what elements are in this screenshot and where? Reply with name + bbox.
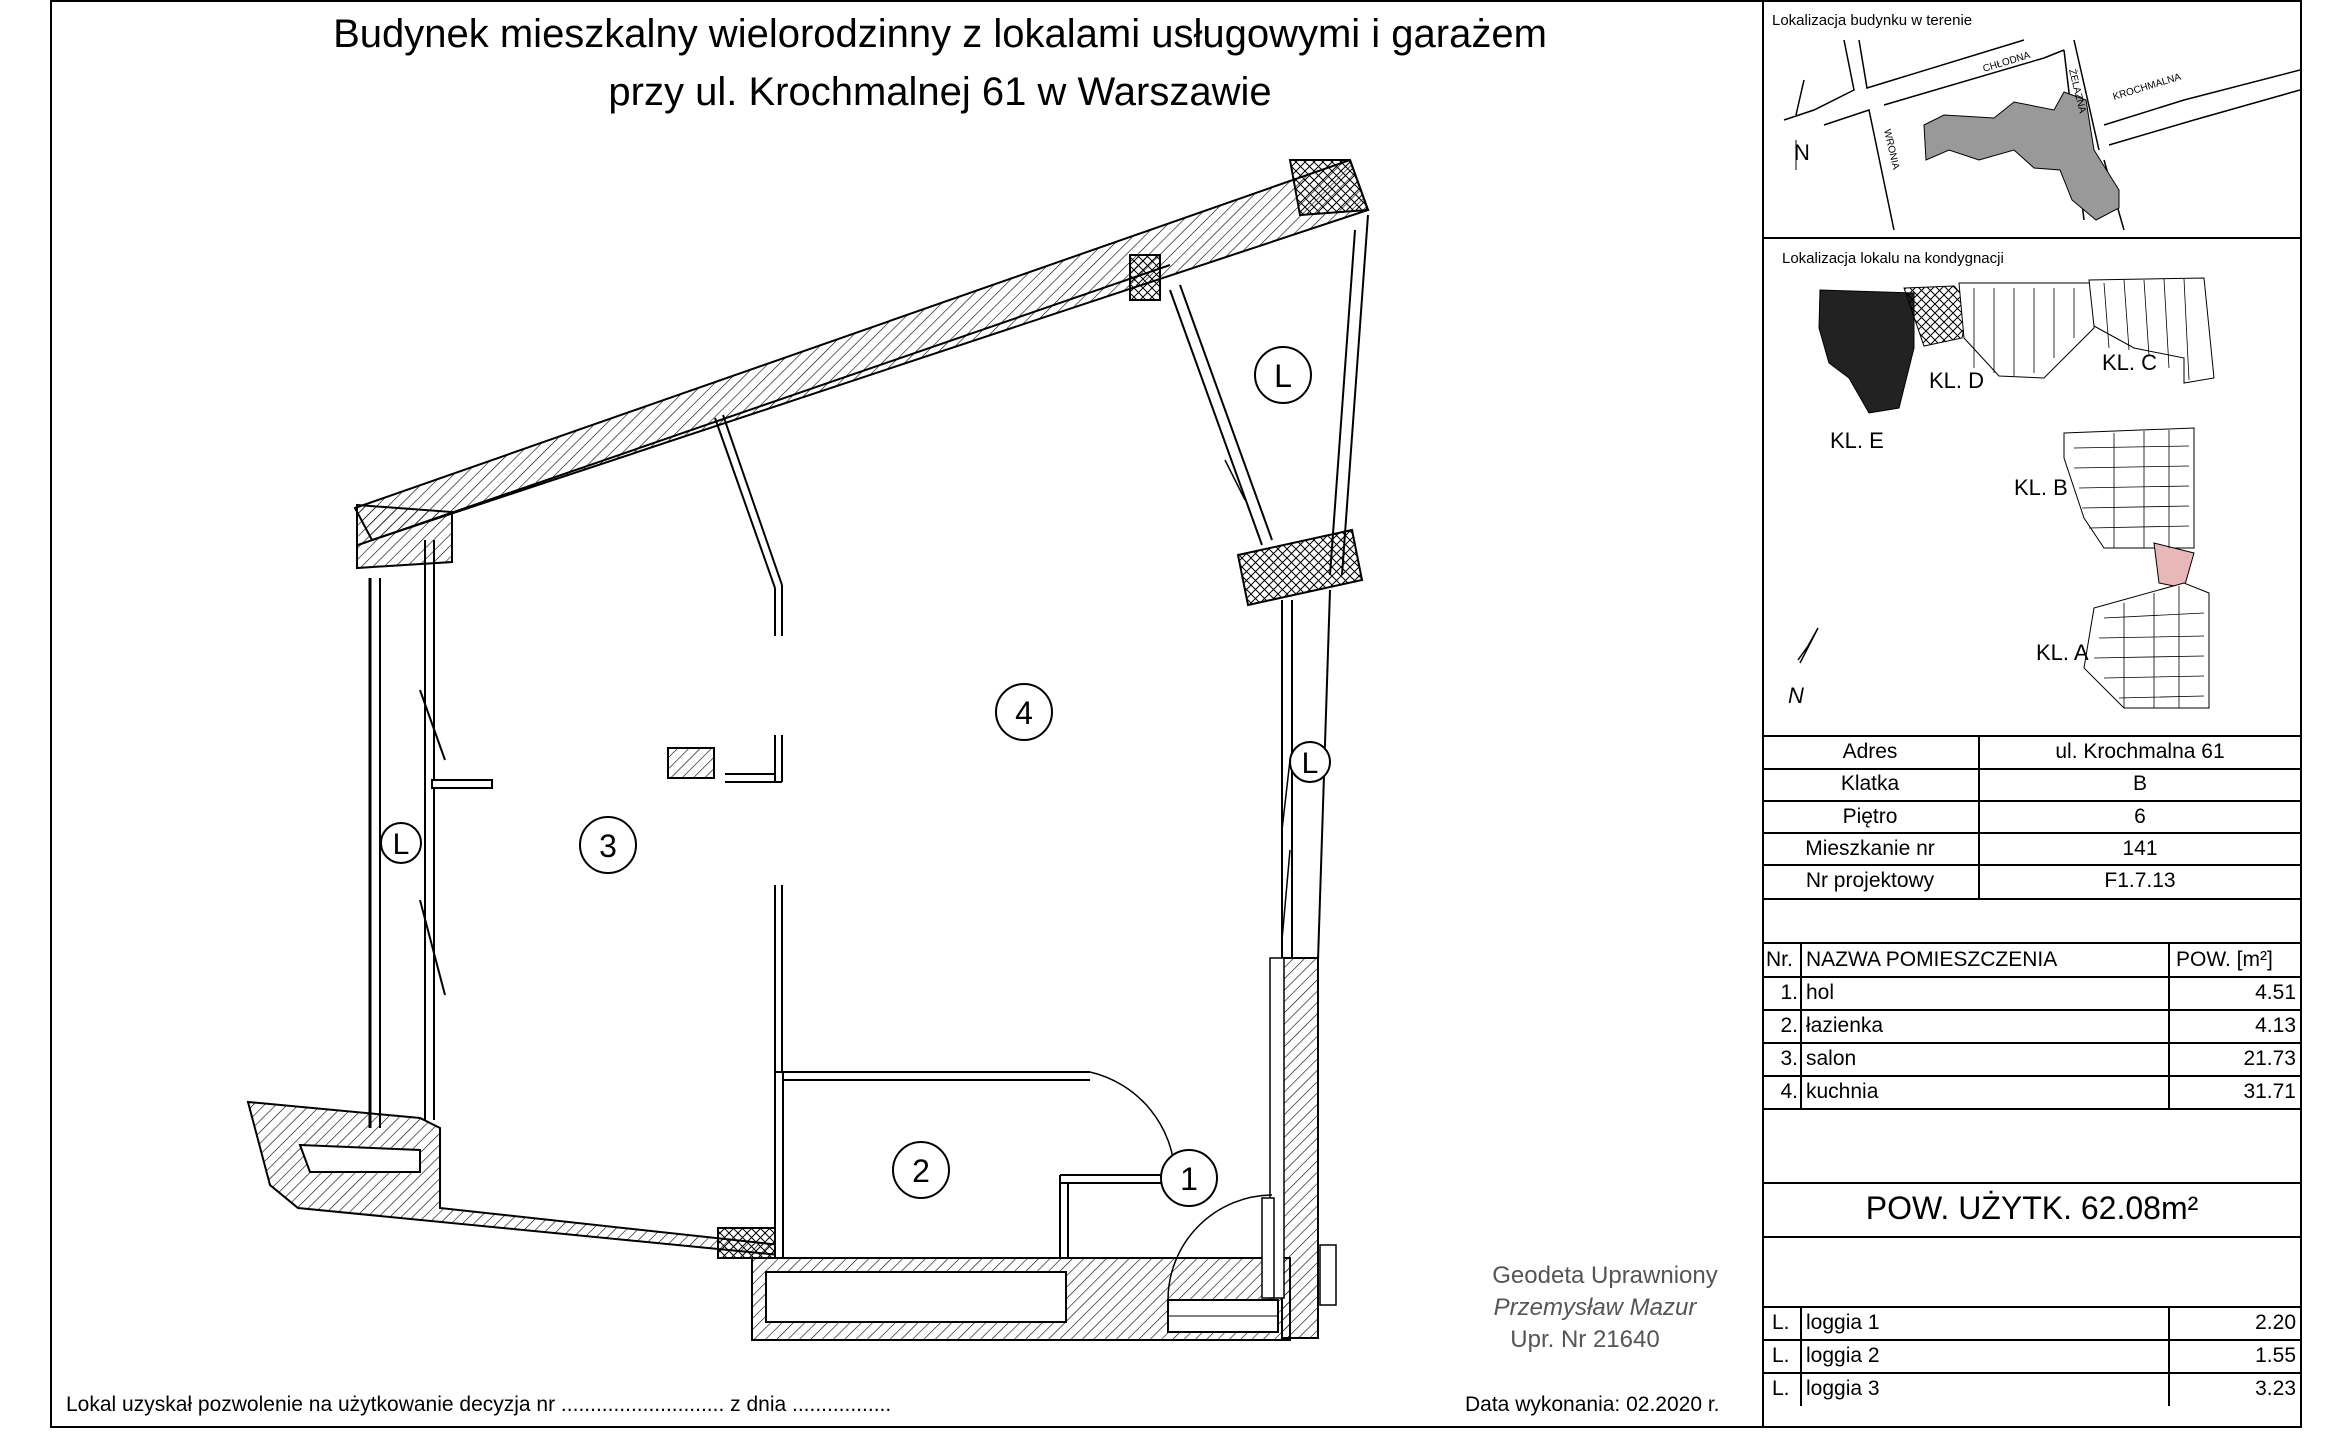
stairwell-e-block	[1819, 290, 1914, 413]
svg-text:CHŁODNA: CHŁODNA	[1981, 50, 2032, 75]
svg-text:L: L	[1274, 358, 1292, 394]
loggia-row-area: 3.23	[2255, 1377, 2296, 1400]
corner-pillar-ne	[1290, 160, 1368, 215]
loggia-row-code: L.	[1772, 1344, 1790, 1367]
loggia-row-name: loggia 3	[1806, 1377, 1880, 1400]
room-row-area: 4.51	[2255, 981, 2296, 1004]
location-map-caption: Lokalizacja budynku w terenie	[1772, 12, 1973, 29]
svg-text:4: 4	[1015, 695, 1033, 731]
floor-map-caption: Lokalizacja lokalu na kondygnacji	[1782, 250, 2004, 267]
total-usable-area: POW. UŻYTK. 62.08m²	[1865, 1190, 2199, 1226]
svg-text:N: N	[1794, 140, 1810, 165]
rooms-header-name: NAZWA POMIESZCZENIA	[1806, 948, 2058, 971]
surveyor-name: Przemysław Mazur	[1493, 1294, 1697, 1321]
surveyor-title: Geodeta Uprawniony	[1492, 1262, 1718, 1289]
drawing-date: Data wykonania: 02.2020 r.	[1465, 1393, 1720, 1416]
loggia-row-name: loggia 1	[1806, 1311, 1880, 1334]
svg-text:1: 1	[1180, 1161, 1198, 1197]
svg-text:KL. B: KL. B	[2014, 475, 2068, 500]
svg-text:KL. C: KL. C	[2102, 350, 2158, 375]
info-label-project-no: Nr projektowy	[1805, 869, 1935, 892]
page-title-line-1: Budynek mieszkalny wielorodzinny z lokalami usługowymi i garażem	[333, 12, 1547, 56]
svg-text:KL. D: KL. D	[1929, 368, 1985, 393]
rooms-header-area: POW. [m²]	[2176, 948, 2273, 971]
info-value-floor: 6	[2134, 805, 2146, 828]
info-value-stairwell: B	[2132, 772, 2147, 795]
room-label-3	[580, 817, 636, 873]
permit-decision: Lokal uzyskał pozwolenie na użytkowanie decyzja nr ............................ z dnia .................	[66, 1393, 892, 1416]
bottom-left-wall	[248, 1102, 780, 1255]
page-title-line-2: przy ul. Krochmalnej 61 w Warszawie	[608, 70, 1272, 114]
svg-text:2: 2	[912, 1153, 930, 1189]
room-row-area: 31.71	[2243, 1080, 2296, 1103]
svg-text:L: L	[1301, 747, 1319, 780]
svg-text:KL. A: KL. A	[2036, 640, 2089, 665]
loggia-label-2	[1290, 742, 1330, 782]
room-label-1	[1161, 1150, 1217, 1206]
info-value-address: ul. Krochmalna 61	[2055, 740, 2225, 763]
info-value-project-no: F1.7.13	[2104, 869, 2176, 892]
svg-text:ŻELAZNA: ŻELAZNA	[2066, 68, 2088, 115]
loggia-row-area: 1.55	[2255, 1344, 2296, 1367]
location-map	[1764, 30, 2300, 235]
surveyor-license: Upr. Nr 21640	[1510, 1326, 1660, 1353]
svg-text:3: 3	[599, 828, 617, 864]
info-label-floor: Piętro	[1842, 805, 1898, 828]
room-row-nr: 3.	[1780, 1047, 1798, 1070]
right-wall	[1282, 958, 1318, 1338]
svg-text:L: L	[392, 828, 410, 861]
loggia-label-3	[381, 823, 421, 863]
room-row-name: kuchnia	[1806, 1080, 1879, 1103]
svg-text:N: N	[1788, 683, 1804, 708]
room-label-4	[996, 684, 1052, 740]
room-row-name: salon	[1806, 1047, 1857, 1070]
loggia-row-area: 2.20	[2255, 1311, 2296, 1334]
svg-text:WRONIA: WRONIA	[1881, 128, 1902, 171]
loggia-row-code: L.	[1772, 1311, 1790, 1334]
loggia-row-code: L.	[1772, 1377, 1790, 1400]
info-label-apartment: Mieszkanie nr	[1805, 837, 1935, 860]
loggia-label-1	[1255, 347, 1311, 403]
loggia-row-name: loggia 2	[1806, 1344, 1880, 1367]
top-wall	[355, 160, 1368, 540]
room-row-name: łazienka	[1806, 1014, 1884, 1037]
column	[668, 748, 714, 778]
room-row-nr: 4.	[1780, 1080, 1798, 1103]
svg-text:KL. E: KL. E	[1830, 428, 1884, 453]
room-row-area: 21.73	[2243, 1047, 2296, 1070]
info-label-stairwell: Klatka	[1840, 772, 1900, 795]
room-row-area: 4.13	[2255, 1014, 2296, 1037]
floor-map	[1764, 268, 2300, 723]
room-row-name: hol	[1806, 981, 1835, 1004]
pillar-top	[1130, 255, 1160, 300]
corner-pillar-nw	[357, 505, 452, 568]
info-value-apartment: 141	[2122, 837, 2158, 860]
rooms-header-nr: Nr.	[1766, 948, 1793, 971]
room-row-nr: 2.	[1780, 1014, 1798, 1037]
room-label-2	[893, 1142, 949, 1198]
svg-text:KROCHMALNA: KROCHMALNA	[2111, 71, 2183, 103]
info-label-address: Adres	[1842, 740, 1898, 763]
room-row-nr: 1.	[1780, 981, 1798, 1004]
